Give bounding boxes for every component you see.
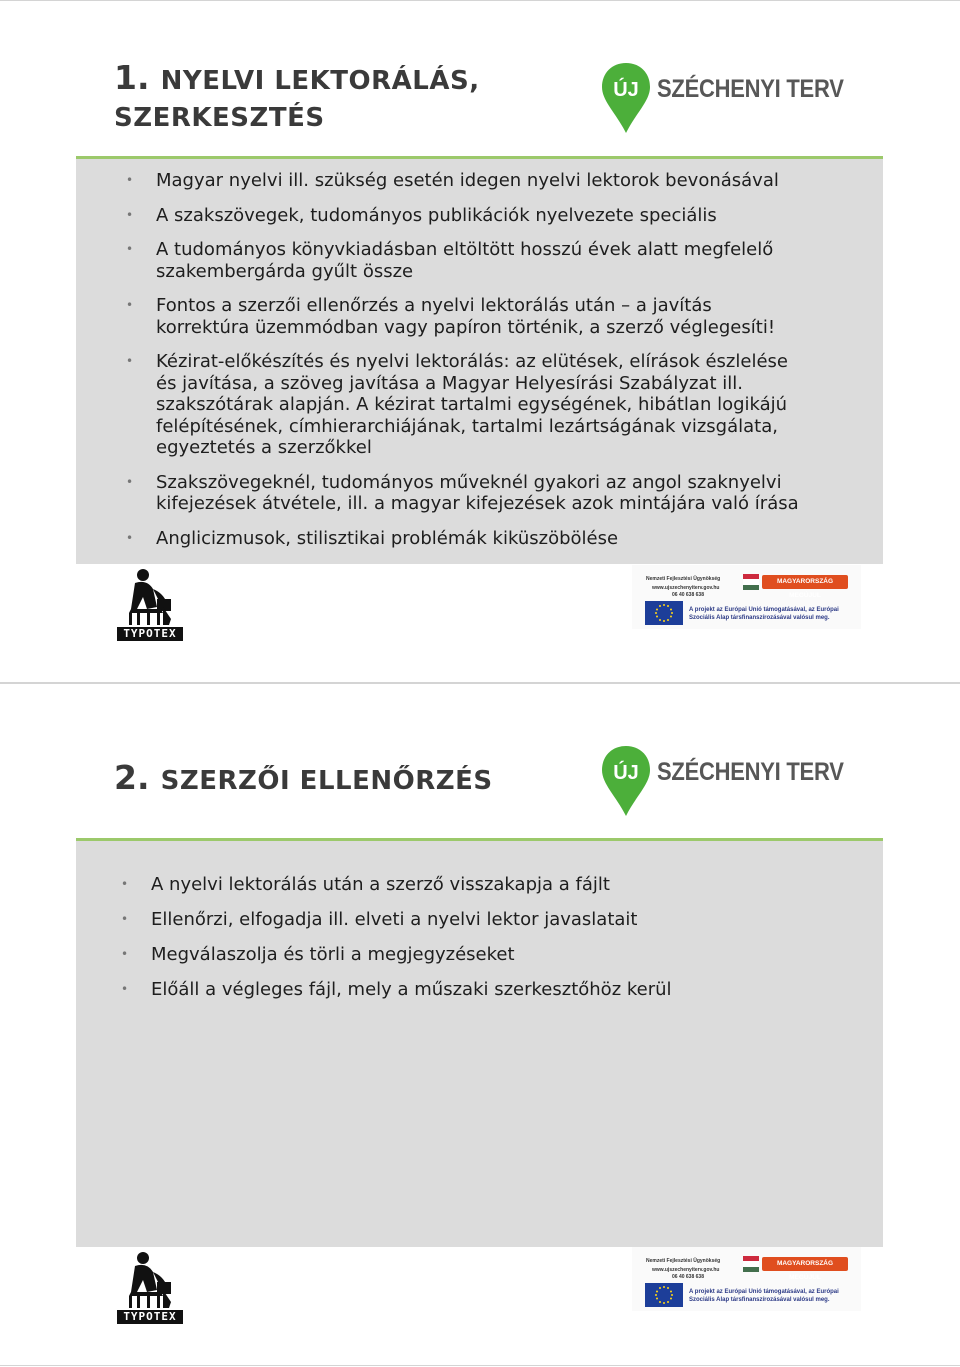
agency-phone: 06 40 638 638 xyxy=(672,1274,704,1280)
sponsor-block xyxy=(632,1247,861,1311)
magyarorszag-megujul-badge: MAGYARORSZÁG MEGÚJUL xyxy=(762,1257,848,1271)
list-item: • Előáll a végleges fájl, mely a műszaki szerkesztőhöz kerül xyxy=(121,979,672,1000)
sponsor-block xyxy=(632,565,861,629)
bullet-icon: • xyxy=(121,947,129,961)
pin-label: ÚJ xyxy=(613,79,639,101)
slide-2 xyxy=(0,683,960,1366)
eu-flag-icon xyxy=(645,601,683,625)
hungary-flag-icon xyxy=(743,1256,759,1272)
bullet-list xyxy=(121,874,851,1001)
typotex-logo xyxy=(117,567,183,641)
list-item: • A nyelvi lektorálás után a szerző visszakapja a fájlt xyxy=(121,874,610,895)
slide-title-line-1: SZERZŐI ELLENŐRZÉS xyxy=(160,766,493,796)
agency-url: www.ujszechenyiterv.gov.hu xyxy=(652,1267,720,1273)
reader-figure-icon xyxy=(117,1250,183,1310)
agency-phone: 06 40 638 638 xyxy=(672,592,704,598)
bullet-icon: • xyxy=(126,474,134,489)
agency-name: Nemzeti Fejlesztési Ügynökség xyxy=(646,1258,721,1264)
slide-title-line-1: NYELVI LEKTORÁLÁS, xyxy=(160,66,480,96)
slide-number: 1. xyxy=(114,58,150,97)
bullet-icon: • xyxy=(126,173,134,187)
list-item: • Megválaszolja és törli a megjegyzéseket xyxy=(121,944,515,965)
bullet-icon: • xyxy=(126,242,134,256)
location-pin-icon xyxy=(600,61,652,133)
location-pin-icon xyxy=(600,744,652,816)
publisher-name: TYPOTEX xyxy=(117,627,183,641)
agency-url: www.ujszechenyiterv.gov.hu xyxy=(652,585,720,591)
bullet-icon: • xyxy=(126,530,134,545)
magyarorszag-megujul-badge: MAGYARORSZÁG MEGÚJUL xyxy=(762,575,848,589)
bullet-icon: • xyxy=(121,877,129,891)
bullet-icon: • xyxy=(121,982,129,996)
list-item: • Szakszövegeknél, tudományos műveknél gyakori az angol szaknyelvi kifejezések átvétele, ill. a magyar kifejezések azok mintájára való írása xyxy=(126,471,799,514)
slide-1 xyxy=(0,0,960,683)
hungary-flag-icon xyxy=(743,574,759,590)
agency-name: Nemzeti Fejlesztési Ügynökség xyxy=(646,576,721,582)
logo-wordmark: SZÉCHENYI TERV xyxy=(657,758,844,786)
eu-support-text: A projekt az Európai Unió támogatásával, az Európai Szociális Alap társfinanszírozásával valósul meg. xyxy=(689,1289,839,1303)
list-item: • Fontos a szerzői ellenőrzés a nyelvi lektorálás után – a javítás korrektúra üzemmódban vagy papíron történik, a szerző véglegesíti! xyxy=(126,295,776,338)
publisher-name: TYPOTEX xyxy=(117,1310,183,1324)
list-item: • Kézirat-előkészítés és nyelvi lektorálás: az elütések, elírások észlelése és javítása, a szöveg javítása a Magyar Helyesírási Szabályzat ill. szakszótárak alapján. A kézirat tartalmi egységének, hibátlan logikájú felépítésének, címhierarchiájának, tartalmi lezártságának vizsgálata, egyeztetés a szerzőkkel xyxy=(126,351,788,458)
slide-title-line-2: SZERKESZTÉS xyxy=(114,103,325,133)
bullet-list xyxy=(126,170,856,549)
bullet-icon: • xyxy=(126,298,134,312)
slide-title xyxy=(114,758,493,798)
content-panel xyxy=(76,159,883,564)
content-panel xyxy=(76,841,883,1247)
logo-wordmark: SZÉCHENYI TERV xyxy=(657,75,844,103)
pin-label: ÚJ xyxy=(613,762,639,784)
reader-figure-icon xyxy=(117,567,183,627)
slide-title xyxy=(114,58,480,135)
bullet-icon: • xyxy=(126,207,134,222)
bullet-icon: • xyxy=(126,354,134,368)
list-item: • Anglicizmusok, stilisztikai problémák kiküszöbölése xyxy=(126,527,619,549)
list-item: • Ellenőrzi, elfogadja ill. elveti a nyelvi lektor javaslatait xyxy=(121,909,638,930)
eu-flag-icon xyxy=(645,1283,683,1307)
slide-number: 2. xyxy=(114,758,150,797)
list-item: • A tudományos könyvkiadásban eltöltött hosszú évek alatt megfelelő szakembergárda gyűlt össze xyxy=(126,239,774,282)
typotex-logo xyxy=(117,1250,183,1324)
bullet-icon: • xyxy=(121,912,129,926)
list-item: • Magyar nyelvi ill. szükség esetén idegen nyelvi lektorok bevonásával xyxy=(126,170,779,191)
list-item: • A szakszövegek, tudományos publikációk nyelvezete speciális xyxy=(126,204,717,226)
eu-support-text: A projekt az Európai Unió támogatásával, az Európai Szociális Alap társfinanszírozásával valósul meg. xyxy=(689,607,839,621)
